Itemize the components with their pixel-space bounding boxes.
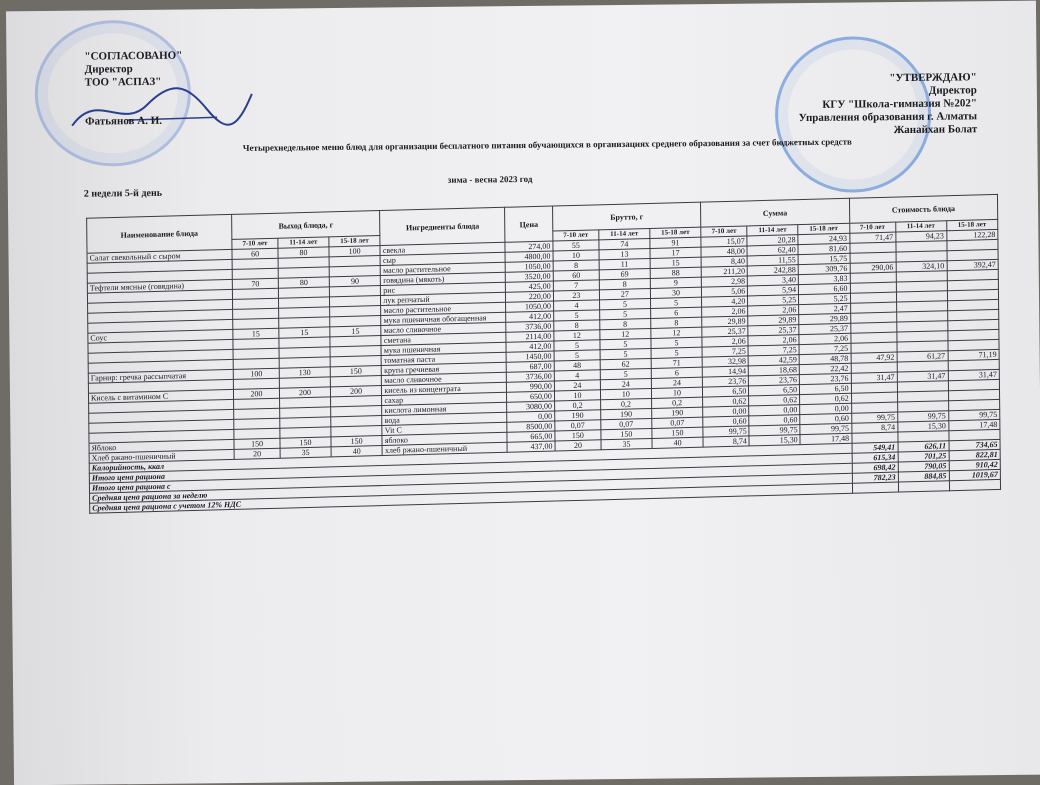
table-cell: 15 <box>233 328 279 339</box>
table-cell: 5,06 <box>702 286 748 297</box>
table-cell: 274,00 <box>505 241 553 252</box>
table-cell: 35 <box>280 447 331 458</box>
summary-value: 1019,67 <box>949 469 1001 480</box>
table-cell: 990,00 <box>507 381 555 392</box>
table-cell: 81,60 <box>798 243 850 254</box>
table-cell: 15,30 <box>897 421 948 432</box>
table-cell: 29,89 <box>702 316 748 327</box>
table-cell: 9 <box>650 277 702 288</box>
table-cell: 99,75 <box>749 425 800 436</box>
table-cell: 7,25 <box>748 345 799 356</box>
table-cell: 4800,00 <box>505 251 553 262</box>
header-sum: Сумма <box>701 198 850 227</box>
table-cell: 91 <box>650 237 702 248</box>
table-cell: 425,00 <box>506 281 554 292</box>
week-day-label: 2 недели 5-й день <box>83 187 163 200</box>
summary-value <box>852 482 898 493</box>
document-sheet <box>6 1 1040 785</box>
table-cell: 31,47 <box>948 369 1000 380</box>
table-cell: 190 <box>555 410 601 421</box>
table-cell: 25,37 <box>748 325 799 336</box>
table-cell: 7 <box>553 280 599 291</box>
table-cell: 40 <box>652 437 704 448</box>
table-cell: 220,00 <box>506 291 554 302</box>
table-cell: 13 <box>599 248 650 259</box>
table-cell: 2,06 <box>748 305 799 316</box>
table-cell: томатная паста <box>381 352 506 365</box>
summary-label: Калорийность, ккал <box>89 443 852 473</box>
table-cell: 62,40 <box>747 245 798 256</box>
table-cell: 3520,00 <box>506 271 554 282</box>
table-cell: 48,78 <box>799 353 851 364</box>
summary-value: 698,42 <box>852 462 898 473</box>
table-cell: 80 <box>278 247 329 258</box>
table-cell: 3,83 <box>798 273 850 284</box>
header-age: 7-10 лет <box>232 238 278 249</box>
table-cell: 60 <box>232 248 278 259</box>
table-cell: 25,37 <box>702 326 748 337</box>
table-cell: 4,20 <box>702 296 748 307</box>
header-age: 15-18 лет <box>650 227 702 238</box>
table-cell: 5,25 <box>748 295 799 306</box>
header-age: 11-14 лет <box>599 229 650 240</box>
table-cell: 23,76 <box>703 376 749 387</box>
table-cell: 122,28 <box>946 229 998 240</box>
table-cell: 3736,00 <box>507 371 555 382</box>
table-cell: 8 <box>599 278 650 289</box>
table-cell: 47,92 <box>851 352 897 363</box>
approval-left-block <box>84 50 183 129</box>
table-cell: 15,30 <box>749 435 800 446</box>
header-dish: Наименование блюда <box>87 214 232 253</box>
header-gross: Брутто, г <box>552 202 701 231</box>
table-cell: 62 <box>600 358 651 369</box>
table-cell: 70 <box>232 278 278 289</box>
table-cell: 42,59 <box>748 355 799 366</box>
approval-right-line: КГУ "Школа-гимназия №202" <box>822 97 978 111</box>
approval-left-line: "СОГЛАСОВАНО" <box>84 49 183 63</box>
table-cell: 412,00 <box>506 311 554 322</box>
table-cell: 23,76 <box>749 375 800 386</box>
table-cell: 18,68 <box>749 365 800 376</box>
table-cell: Vit C <box>382 422 507 435</box>
table-cell: 5 <box>554 310 600 321</box>
table-cell: 24 <box>600 378 651 389</box>
table-cell: 2,06 <box>702 306 748 317</box>
table-cell: рис <box>381 282 506 295</box>
table-cell: Кисель с витамином С <box>88 389 233 403</box>
approval-left-name: Фатьянов А. И. <box>85 114 163 128</box>
menu-table-body <box>87 229 1000 463</box>
table-cell: 650,00 <box>507 391 555 402</box>
table-cell: 0,07 <box>652 417 704 428</box>
approval-right-line: Директор <box>928 84 977 97</box>
table-cell: 10 <box>600 388 651 399</box>
table-cell: сахар <box>382 392 507 405</box>
table-cell: 6,50 <box>703 386 749 397</box>
table-cell: 2,06 <box>799 333 851 344</box>
table-cell: 190 <box>651 407 703 418</box>
table-cell: 200 <box>280 387 331 398</box>
table-cell: 88 <box>650 267 702 278</box>
table-cell: 12 <box>554 330 600 341</box>
table-cell: 0,00 <box>703 406 749 417</box>
table-cell: 94,23 <box>896 231 947 242</box>
table-cell: 687,00 <box>507 361 555 372</box>
table-cell: 392,47 <box>947 259 999 270</box>
table-cell: 412,00 <box>506 341 554 352</box>
table-cell: 24 <box>651 377 703 388</box>
table-cell: 5,25 <box>799 293 851 304</box>
summary-label: Средняя цена рациона с учетом 12% НДС <box>90 483 853 513</box>
table-cell: 5 <box>554 350 600 361</box>
header-age: 11-14 лет <box>278 237 329 248</box>
table-cell: масло растительное <box>381 302 506 315</box>
table-cell: 1050,00 <box>505 261 553 272</box>
summary-value: 790,05 <box>898 461 949 472</box>
table-cell: 6,50 <box>800 383 852 394</box>
document-title: Четырехнедельное меню блюд для организации бесплатного питания обучающихся в организациях среднего образования за счет бюджетных средств <box>242 136 852 153</box>
table-cell: 29,89 <box>748 315 799 326</box>
table-cell: сметана <box>381 332 506 345</box>
table-cell: 48,00 <box>701 246 747 257</box>
table-cell: 17 <box>650 247 702 258</box>
table-cell: 150 <box>652 427 704 438</box>
table-cell: масло сливочное <box>382 372 507 385</box>
header-age: 15-18 лет <box>329 236 381 247</box>
table-cell: свекла <box>380 242 505 255</box>
table-cell: 24,93 <box>798 233 850 244</box>
table-cell: 80 <box>278 277 329 288</box>
table-cell: 150 <box>331 436 383 447</box>
table-cell: 8 <box>651 317 703 328</box>
table-cell: масло растительное <box>381 262 506 275</box>
table-cell: 71,19 <box>948 349 1000 360</box>
table-cell: 8,74 <box>851 422 897 433</box>
summary-value <box>949 479 1001 490</box>
table-cell: масло сливочное <box>381 322 506 335</box>
table-cell: 8500,00 <box>507 421 555 432</box>
table-cell: 1450,00 <box>506 351 554 362</box>
summary-value: 701,25 <box>898 451 949 462</box>
table-cell: Соус <box>88 329 233 343</box>
table-cell: 437,00 <box>507 441 555 452</box>
table-cell: 2,98 <box>702 276 748 287</box>
table-cell: 5 <box>651 337 703 348</box>
summary-label: Итого цена рациона с <box>89 463 852 493</box>
table-cell: мука пшеничная обогащенная <box>381 312 506 325</box>
table-cell: Хлеб ржано-пшеничный <box>89 449 234 463</box>
table-cell: кисель из концентрата <box>382 382 507 395</box>
summary-value: 549,41 <box>852 442 898 453</box>
table-cell: 200 <box>233 388 279 399</box>
table-cell: мука пшеничная <box>381 342 506 355</box>
table-cell: 99,75 <box>851 412 897 423</box>
table-cell: 99,75 <box>948 409 1000 420</box>
header-age: 15-18 лет <box>946 219 998 230</box>
table-cell: 5 <box>554 340 600 351</box>
table-cell: 15,75 <box>798 253 850 264</box>
table-cell: 12 <box>651 327 703 338</box>
table-cell: 6 <box>650 307 702 318</box>
header-price: Цена <box>505 206 553 242</box>
table-cell: 40 <box>331 446 383 457</box>
summary-value: 884,85 <box>898 471 949 482</box>
table-cell: Гарнир: гречка рассыпчатая <box>88 369 233 383</box>
table-cell: 0,00 <box>749 405 800 416</box>
table-cell: 23 <box>553 290 599 301</box>
header-age: 15-18 лет <box>798 223 850 234</box>
table-cell: 0,07 <box>555 420 601 431</box>
table-cell: 22,42 <box>799 363 851 374</box>
table-cell: 190 <box>601 408 652 419</box>
table-cell: 4 <box>554 370 600 381</box>
table-cell: 35 <box>601 438 652 449</box>
table-cell: кислота лимонная <box>382 402 507 415</box>
table-cell: 17,48 <box>948 419 1000 430</box>
table-cell: 5,94 <box>748 285 799 296</box>
summary-label: Средняя цена рациона за неделю <box>90 473 853 503</box>
table-cell: 3,40 <box>748 275 799 286</box>
table-cell: 0,2 <box>601 398 652 409</box>
approval-right-block <box>798 71 977 138</box>
table-cell: 17,48 <box>800 433 852 444</box>
table-cell: 130 <box>279 367 330 378</box>
table-cell: 30 <box>650 287 702 298</box>
summary-value: 782,23 <box>852 472 898 483</box>
approval-left-line: Директор <box>84 63 133 76</box>
summary-value: 910,42 <box>949 459 1001 470</box>
table-cell: 32,98 <box>702 356 748 367</box>
table-cell: 6,50 <box>749 385 800 396</box>
table-cell: 15 <box>650 257 702 268</box>
table-cell: 5 <box>650 297 702 308</box>
table-cell: 150 <box>234 438 280 449</box>
summary-label: Итого цена рациона <box>89 453 852 483</box>
table-cell: 290,06 <box>850 262 896 273</box>
table-cell: 10 <box>651 387 703 398</box>
table-cell: 24 <box>554 380 600 391</box>
header-age: 11-14 лет <box>895 221 946 232</box>
table-cell: 0,00 <box>507 411 555 422</box>
table-cell: 8,74 <box>703 436 749 447</box>
table-cell: 99,75 <box>800 423 852 434</box>
table-cell: 0,2 <box>651 397 703 408</box>
table-cell: 5 <box>600 368 651 379</box>
table-cell: 5 <box>600 308 651 319</box>
table-cell: 5 <box>600 348 651 359</box>
table-cell: 211,20 <box>701 266 747 277</box>
table-cell: сыр <box>380 252 505 265</box>
table-cell: 0,62 <box>800 393 852 404</box>
table-cell: вода <box>382 412 507 425</box>
table-cell: 0,2 <box>554 400 600 411</box>
table-cell: 0,60 <box>749 415 800 426</box>
table-cell: 1050,00 <box>506 301 554 312</box>
table-cell: 100 <box>233 368 279 379</box>
header-yield: Выход блюда, г <box>232 211 381 240</box>
table-cell: 25,37 <box>799 323 851 334</box>
table-cell: 55 <box>553 240 599 251</box>
table-cell: 5 <box>599 298 650 309</box>
table-cell: 71,47 <box>849 232 895 243</box>
summary-value: 822,81 <box>949 449 1001 460</box>
table-cell: 11,55 <box>747 255 798 266</box>
header-age: 11-14 лет <box>747 225 798 236</box>
table-cell: 2,47 <box>799 303 851 314</box>
table-cell: 27 <box>599 288 650 299</box>
table-cell: 3736,00 <box>506 321 554 332</box>
header-age: 7-10 лет <box>553 230 599 241</box>
table-cell: 7,25 <box>702 346 748 357</box>
table-cell: 0,00 <box>800 403 852 414</box>
table-cell: 69 <box>599 268 650 279</box>
table-cell: 60 <box>553 270 599 281</box>
table-cell: 31,47 <box>851 372 897 383</box>
table-cell: 4 <box>553 300 599 311</box>
table-cell: 3080,00 <box>507 401 555 412</box>
table-cell: 0,62 <box>749 395 800 406</box>
table-cell: 150 <box>330 366 382 377</box>
table-cell: 20 <box>555 440 601 451</box>
table-cell: 0,07 <box>601 418 652 429</box>
table-cell: яблоко <box>382 432 507 445</box>
table-cell: крупа гречневая <box>382 362 507 375</box>
table-cell: 8 <box>553 260 599 271</box>
summary-value: 734,65 <box>949 439 1001 450</box>
season-label: зима - весна 2023 год <box>447 173 533 185</box>
table-cell: лук репчатый <box>381 292 506 305</box>
table-cell: 8,40 <box>701 256 747 267</box>
table-cell: 2114,00 <box>506 331 554 342</box>
table-cell: 10 <box>554 390 600 401</box>
table-cell: 99,75 <box>703 426 749 437</box>
table-cell: Тефтели мясные (говядина) <box>87 279 232 293</box>
header-age: 7-10 лет <box>701 226 747 237</box>
table-cell: 11 <box>599 258 650 269</box>
table-cell: 200 <box>330 386 382 397</box>
table-cell: 71 <box>651 357 703 368</box>
table-cell: 100 <box>329 246 381 257</box>
table-cell: 7,25 <box>799 343 851 354</box>
table-cell: 74 <box>599 239 650 250</box>
table-cell: 150 <box>555 430 601 441</box>
approval-left-line: ТОО "АСПАЗ" <box>84 75 162 89</box>
summary-value: 615,34 <box>852 452 898 463</box>
table-cell: 309,76 <box>798 263 850 274</box>
table-cell: 8 <box>600 318 651 329</box>
table-cell: 29,89 <box>799 313 851 324</box>
table-cell: 0,62 <box>703 396 749 407</box>
table-cell: 5 <box>651 347 703 358</box>
menu-table <box>86 194 1001 514</box>
table-cell: 2,06 <box>748 335 799 346</box>
header-age: 7-10 лет <box>849 222 895 233</box>
table-cell: Салат свекольный с сыром <box>87 249 232 263</box>
table-cell: 665,00 <box>507 431 555 442</box>
table-cell: 6,60 <box>799 283 851 294</box>
table-cell: 150 <box>280 437 331 448</box>
summary-value <box>898 481 949 492</box>
table-cell: 99,75 <box>897 411 948 422</box>
table-cell: 324,10 <box>896 261 947 272</box>
table-cell: 10 <box>553 250 599 261</box>
table-cell: Яблоко <box>89 439 234 453</box>
table-cell: 31,47 <box>897 371 948 382</box>
table-cell: 90 <box>329 276 381 287</box>
table-cell: 23,76 <box>799 373 851 384</box>
table-cell: 15,07 <box>701 236 747 247</box>
table-cell: 2,06 <box>702 336 748 347</box>
table-cell: 48 <box>554 360 600 371</box>
table-cell: 0,60 <box>800 413 852 424</box>
header-ingredients: Ингредиенты блюда <box>380 207 505 245</box>
summary-value: 626,11 <box>898 441 949 452</box>
table-cell: 8 <box>554 320 600 331</box>
approval-right-line: "УТВЕРЖДАЮ" <box>889 71 977 85</box>
table-cell: 20,28 <box>747 235 798 246</box>
table-cell: хлеб ржано-пшеничный <box>382 442 507 455</box>
table-cell: 12 <box>600 328 651 339</box>
header-cost: Стоимость блюда <box>849 194 998 223</box>
table-cell: 150 <box>601 428 652 439</box>
table-cell: 20 <box>234 448 280 459</box>
table-cell: 5 <box>600 338 651 349</box>
table-cell: 0,60 <box>703 416 749 427</box>
table-cell: говядина (мякоть) <box>381 272 506 285</box>
approval-right-name: Жанайхан Болат <box>893 123 978 137</box>
table-cell: 15 <box>330 326 382 337</box>
table-cell: 242,88 <box>747 265 798 276</box>
table-cell: 6 <box>651 367 703 378</box>
table-cell: 15 <box>279 327 330 338</box>
approval-right-line: Управления образования г. Алматы <box>798 110 978 125</box>
table-cell: 61,27 <box>897 351 948 362</box>
table-cell: 14,94 <box>702 366 748 377</box>
